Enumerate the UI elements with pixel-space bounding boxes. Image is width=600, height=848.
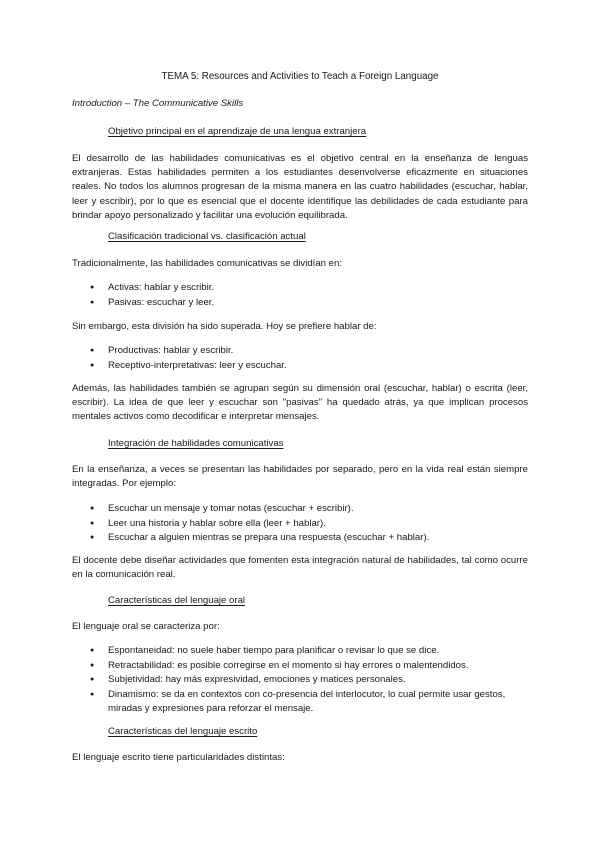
paragraph-clasificacion: Además, las habilidades también se agrupan según su dimensión oral (escuchar, hablar) o escrita (leer, escribir). La idea de que leer y escuchar son "pasivas" ha quedado atrás, ya que implican procesos mentales activos como decodificar e interpretar mensajes. [72, 383, 528, 423]
bullet-icon: ● [90, 284, 95, 291]
section-heading-integracion: Integración de habilidades comunicativas [108, 438, 284, 449]
list-item: ● Receptivo-interpretativas: leer y escuchar. [90, 359, 530, 373]
bullet-icon: ● [90, 347, 95, 354]
document-title: TEMA 5: Resources and Activities to Teach a Foreign Language [161, 71, 439, 82]
bullet-icon: ● [90, 519, 95, 527]
list-item: ● Escuchar un mensaje y tomar notas (escuchar + escribir). [90, 502, 530, 516]
paragraph-objetivo: El desarrollo de las habilidades comunicativas es el objetivo central en la enseñanza de lenguas extranjeras. Estas habilidades permiten a los estudiantes desenvolverse eficazmente en situaciones reales. No todos los alumnos progresan de la misma manera en las cuatro habilidades (escuchar, hablar, leer y escribir), por lo que es esencial que el docente identifique las debilidades de cada estudiante para brindar apoyo personalizado y facilitar una evolución equilibrada. [72, 153, 528, 221]
section-heading-oral: Características del lenguaje oral [108, 595, 246, 606]
paragraph-clasificacion-transition: Sin embargo, esta división ha sido superada. Hoy se prefiere hablar de: [72, 321, 377, 332]
bullet-icon: ● [90, 661, 95, 669]
bullet-icon: ● [90, 676, 95, 684]
bullet-icon: ● [90, 505, 95, 512]
bullet-icon: ● [90, 298, 95, 306]
section-heading-clasificacion: Clasificación tradicional vs. clasificación actual [108, 231, 306, 242]
list-productivas-receptivas [90, 344, 530, 373]
paragraph-integracion: En la enseñanza, a veces se presentan las habilidades por separado, pero en la vida real están siempre integradas. Por ejemplo: [72, 464, 528, 490]
list-oral-characteristics [90, 644, 530, 717]
bullet-icon: ● [90, 647, 95, 654]
paragraph-integracion-closing: El docente debe diseñar actividades que fomenten esta integración natural de habilidades, tal como ocurre en la comunicación real. [72, 555, 528, 581]
section-heading-objetivo: Objetivo principal en el aprendizaje de una lengua extranjera [108, 126, 367, 137]
list-integracion-examples [90, 502, 530, 546]
list-item: ● Productivas: hablar y escribir. [90, 344, 530, 358]
list-item: ● Pasivas: escuchar y leer. [90, 296, 530, 310]
list-item: ● Dinamismo: se da en contextos con co-presencia del interlocutor, lo cual permite usar gestos, miradas y expresiones para reforzar el mensaje. [90, 688, 506, 714]
list-item: ● Espontaneidad: no suele haber tiempo para planificar o revisar lo que se dice. [90, 644, 530, 658]
list-item: ● Activas: hablar y escribir. [90, 281, 530, 295]
bullet-icon: ● [90, 361, 95, 369]
list-activas-pasivas [90, 281, 530, 310]
paragraph-escrito-intro: El lenguaje escrito tiene particularidades distintas: [72, 752, 285, 763]
bullet-icon: ● [90, 534, 95, 542]
list-item: ● Retractabilidad: es posible corregirse en el momento si hay errores o malentendidos. [90, 659, 530, 673]
intro-heading: Introduction – The Communicative Skills [72, 98, 244, 109]
list-item: ● Subjetividad: hay más expresividad, emociones y matices personales. [90, 673, 530, 687]
bullet-icon: ● [90, 690, 95, 698]
list-item: ● Leer una historia y hablar sobre ella (leer + hablar). [90, 517, 530, 531]
list-item: ● Escuchar a alguien mientras se prepara una respuesta (escuchar + hablar). [90, 531, 530, 545]
paragraph-oral-intro: El lenguaje oral se caracteriza por: [72, 621, 220, 632]
paragraph-clasificacion-intro: Tradicionalmente, las habilidades comunicativas se dividían en: [72, 258, 343, 269]
section-heading-escrito: Características del lenguaje escrito [108, 726, 258, 737]
